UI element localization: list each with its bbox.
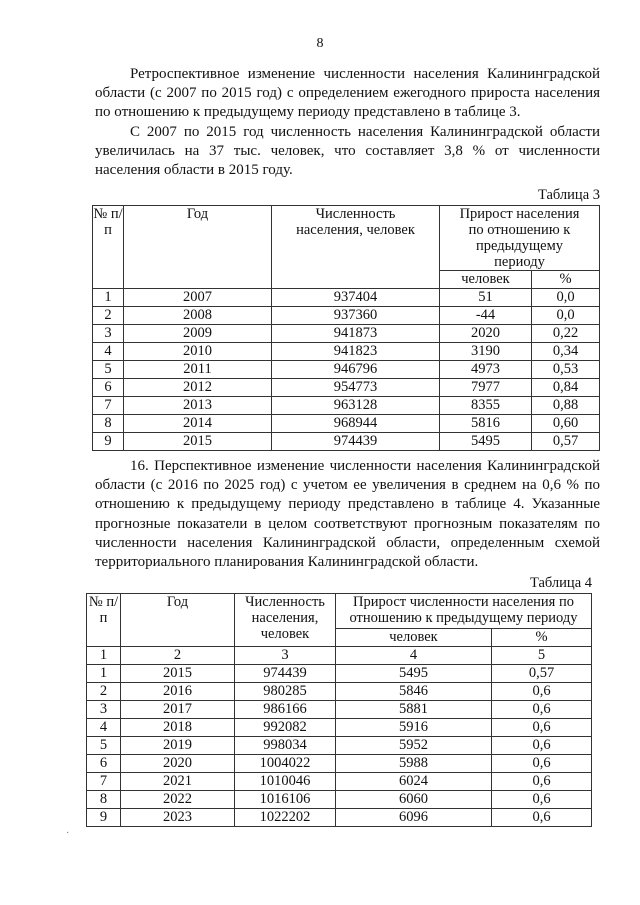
- cell-growth-percent: 0,88: [532, 397, 600, 415]
- cell-growth-percent: 0,60: [532, 415, 600, 433]
- cell-row-num: 2: [93, 307, 124, 325]
- cell-population: 963128: [272, 397, 440, 415]
- cell-year: 2012: [124, 379, 272, 397]
- cell-growth-percent: 0,0: [532, 289, 600, 307]
- cell-row-num: 2: [87, 683, 121, 701]
- cell-population: 968944: [272, 415, 440, 433]
- table-row: [87, 737, 592, 755]
- cell-growth-persons: 4973: [440, 361, 532, 379]
- cell-row-num: 6: [87, 755, 121, 773]
- cell-growth-persons: 6060: [336, 791, 492, 809]
- cell-year: 2014: [124, 415, 272, 433]
- cell-growth-percent: 0,6: [492, 809, 592, 827]
- header-growth: Прирост населения по отношению к предыдущему периоду: [440, 206, 600, 271]
- cell-growth-percent: 0,6: [492, 737, 592, 755]
- cell-year: 2017: [121, 701, 235, 719]
- cell-row-num: 7: [87, 773, 121, 791]
- cell-row-num: 5: [87, 737, 121, 755]
- cell-growth-percent: 0,22: [532, 325, 600, 343]
- paragraph-forecast: 16. Перспективное изменение численности населения Калининградской области (с 2016 по 2025 год) с учетом ее увеличения в среднем на 0,6 % по отношению к предыдущему периоду представлено в таблице 4. Указанные прогнозные показатели в целом соответствуют прогнозным показателям по численности населения Калининградской области, определенным схемой территориального планирования Калининградской области.: [95, 458, 600, 571]
- table-row: [87, 683, 592, 701]
- table-3: [92, 205, 600, 451]
- cell-population: 992082: [235, 719, 336, 737]
- cell-year: 2018: [121, 719, 235, 737]
- page-number: 8: [316, 36, 324, 51]
- col-number: 2: [121, 647, 235, 665]
- table-row: [87, 701, 592, 719]
- cell-growth-percent: 0,6: [492, 719, 592, 737]
- cell-growth-percent: 0,53: [532, 361, 600, 379]
- header-population: Численность населения, человек: [272, 206, 440, 289]
- cell-population: 1004022: [235, 755, 336, 773]
- cell-row-num: 9: [87, 809, 121, 827]
- table-row: [87, 665, 592, 683]
- col-number: 4: [336, 647, 492, 665]
- cell-population: 937360: [272, 307, 440, 325]
- cell-growth-persons: 51: [440, 289, 532, 307]
- header-persons: человек: [336, 629, 492, 647]
- table-row: [93, 343, 600, 361]
- header-percent: %: [492, 629, 592, 647]
- cell-growth-persons: 5846: [336, 683, 492, 701]
- cell-growth-persons: 7977: [440, 379, 532, 397]
- table-row: [87, 791, 592, 809]
- cell-row-num: 6: [93, 379, 124, 397]
- table-4: [86, 593, 592, 827]
- table-row: [93, 415, 600, 433]
- cell-growth-persons: 5881: [336, 701, 492, 719]
- margin-mark: ·: [66, 828, 70, 839]
- cell-growth-persons: 2020: [440, 325, 532, 343]
- cell-growth-persons: 5495: [440, 433, 532, 451]
- cell-growth-percent: 0,0: [532, 307, 600, 325]
- cell-year: 2007: [124, 289, 272, 307]
- table-row: [93, 397, 600, 415]
- cell-population: 937404: [272, 289, 440, 307]
- table4-caption: Таблица 4: [529, 575, 592, 591]
- paragraph-growth-summary: С 2007 по 2015 год численность населения Калининградской области увеличилась на 37 тыс. человек, что составляет 3,8 % от численности населения области в 2015 году.: [95, 124, 600, 179]
- header-persons: человек: [440, 271, 532, 289]
- cell-row-num: 8: [87, 791, 121, 809]
- table-row: [93, 307, 600, 325]
- cell-growth-persons: 5916: [336, 719, 492, 737]
- header-year: Год: [121, 594, 235, 647]
- header-year: Год: [124, 206, 272, 289]
- cell-year: 2009: [124, 325, 272, 343]
- cell-growth-percent: 0,84: [532, 379, 600, 397]
- cell-year: 2016: [121, 683, 235, 701]
- cell-growth-percent: 0,6: [492, 683, 592, 701]
- table-row: [93, 433, 600, 451]
- cell-population: 1010046: [235, 773, 336, 791]
- table3-caption: Таблица 3: [537, 187, 600, 203]
- cell-population: 941873: [272, 325, 440, 343]
- col-number: 5: [492, 647, 592, 665]
- cell-row-num: 3: [93, 325, 124, 343]
- paragraph-retrospective: Ретроспективное изменение численности населения Калининградской области (с 2007 по 2015 год) с определением ежегодного прироста населения по отношению к предыдущему периоду представлено в таблице 3.: [95, 66, 600, 121]
- cell-growth-persons: 8355: [440, 397, 532, 415]
- table-row: [87, 755, 592, 773]
- cell-row-num: 5: [93, 361, 124, 379]
- cell-population: 986166: [235, 701, 336, 719]
- cell-year: 2008: [124, 307, 272, 325]
- cell-population: 946796: [272, 361, 440, 379]
- cell-row-num: 3: [87, 701, 121, 719]
- cell-growth-persons: 5988: [336, 755, 492, 773]
- cell-year: 2011: [124, 361, 272, 379]
- cell-year: 2013: [124, 397, 272, 415]
- cell-row-num: 7: [93, 397, 124, 415]
- table-row: [93, 379, 600, 397]
- header-num: № п/п: [87, 594, 121, 647]
- cell-year: 2021: [121, 773, 235, 791]
- cell-growth-percent: 0,6: [492, 773, 592, 791]
- cell-row-num: 1: [87, 665, 121, 683]
- cell-year: 2015: [121, 665, 235, 683]
- cell-year: 2019: [121, 737, 235, 755]
- cell-growth-persons: 6096: [336, 809, 492, 827]
- table-row: [87, 773, 592, 791]
- header-growth: Прирост численности населения по отношению к предыдущему периоду: [336, 594, 592, 629]
- cell-growth-persons: 3190: [440, 343, 532, 361]
- cell-growth-persons: 5495: [336, 665, 492, 683]
- cell-population: 974439: [235, 665, 336, 683]
- cell-growth-persons: 5952: [336, 737, 492, 755]
- table-row: [87, 809, 592, 827]
- table-row: [93, 361, 600, 379]
- cell-year: 2015: [124, 433, 272, 451]
- header-num: № п/п: [93, 206, 124, 289]
- cell-growth-percent: 0,57: [492, 665, 592, 683]
- header-population: Численность населения, человек: [235, 594, 336, 647]
- cell-growth-persons: 6024: [336, 773, 492, 791]
- cell-population: 980285: [235, 683, 336, 701]
- table-row: [93, 325, 600, 343]
- cell-year: 2010: [124, 343, 272, 361]
- cell-population: 1022202: [235, 809, 336, 827]
- cell-population: 1016106: [235, 791, 336, 809]
- cell-growth-percent: 0,6: [492, 755, 592, 773]
- cell-row-num: 9: [93, 433, 124, 451]
- cell-growth-percent: 0,57: [532, 433, 600, 451]
- cell-row-num: 1: [93, 289, 124, 307]
- cell-growth-persons: -44: [440, 307, 532, 325]
- cell-population: 998034: [235, 737, 336, 755]
- table-row: [87, 719, 592, 737]
- cell-population: 941823: [272, 343, 440, 361]
- cell-growth-persons: 5816: [440, 415, 532, 433]
- cell-growth-percent: 0,34: [532, 343, 600, 361]
- cell-row-num: 4: [87, 719, 121, 737]
- col-number: 3: [235, 647, 336, 665]
- cell-growth-percent: 0,6: [492, 701, 592, 719]
- col-number: 1: [87, 647, 121, 665]
- cell-year: 2022: [121, 791, 235, 809]
- cell-row-num: 8: [93, 415, 124, 433]
- cell-growth-percent: 0,6: [492, 791, 592, 809]
- cell-year: 2020: [121, 755, 235, 773]
- cell-population: 954773: [272, 379, 440, 397]
- table-row: [93, 289, 600, 307]
- cell-row-num: 4: [93, 343, 124, 361]
- cell-year: 2023: [121, 809, 235, 827]
- header-percent: %: [532, 271, 600, 289]
- cell-population: 974439: [272, 433, 440, 451]
